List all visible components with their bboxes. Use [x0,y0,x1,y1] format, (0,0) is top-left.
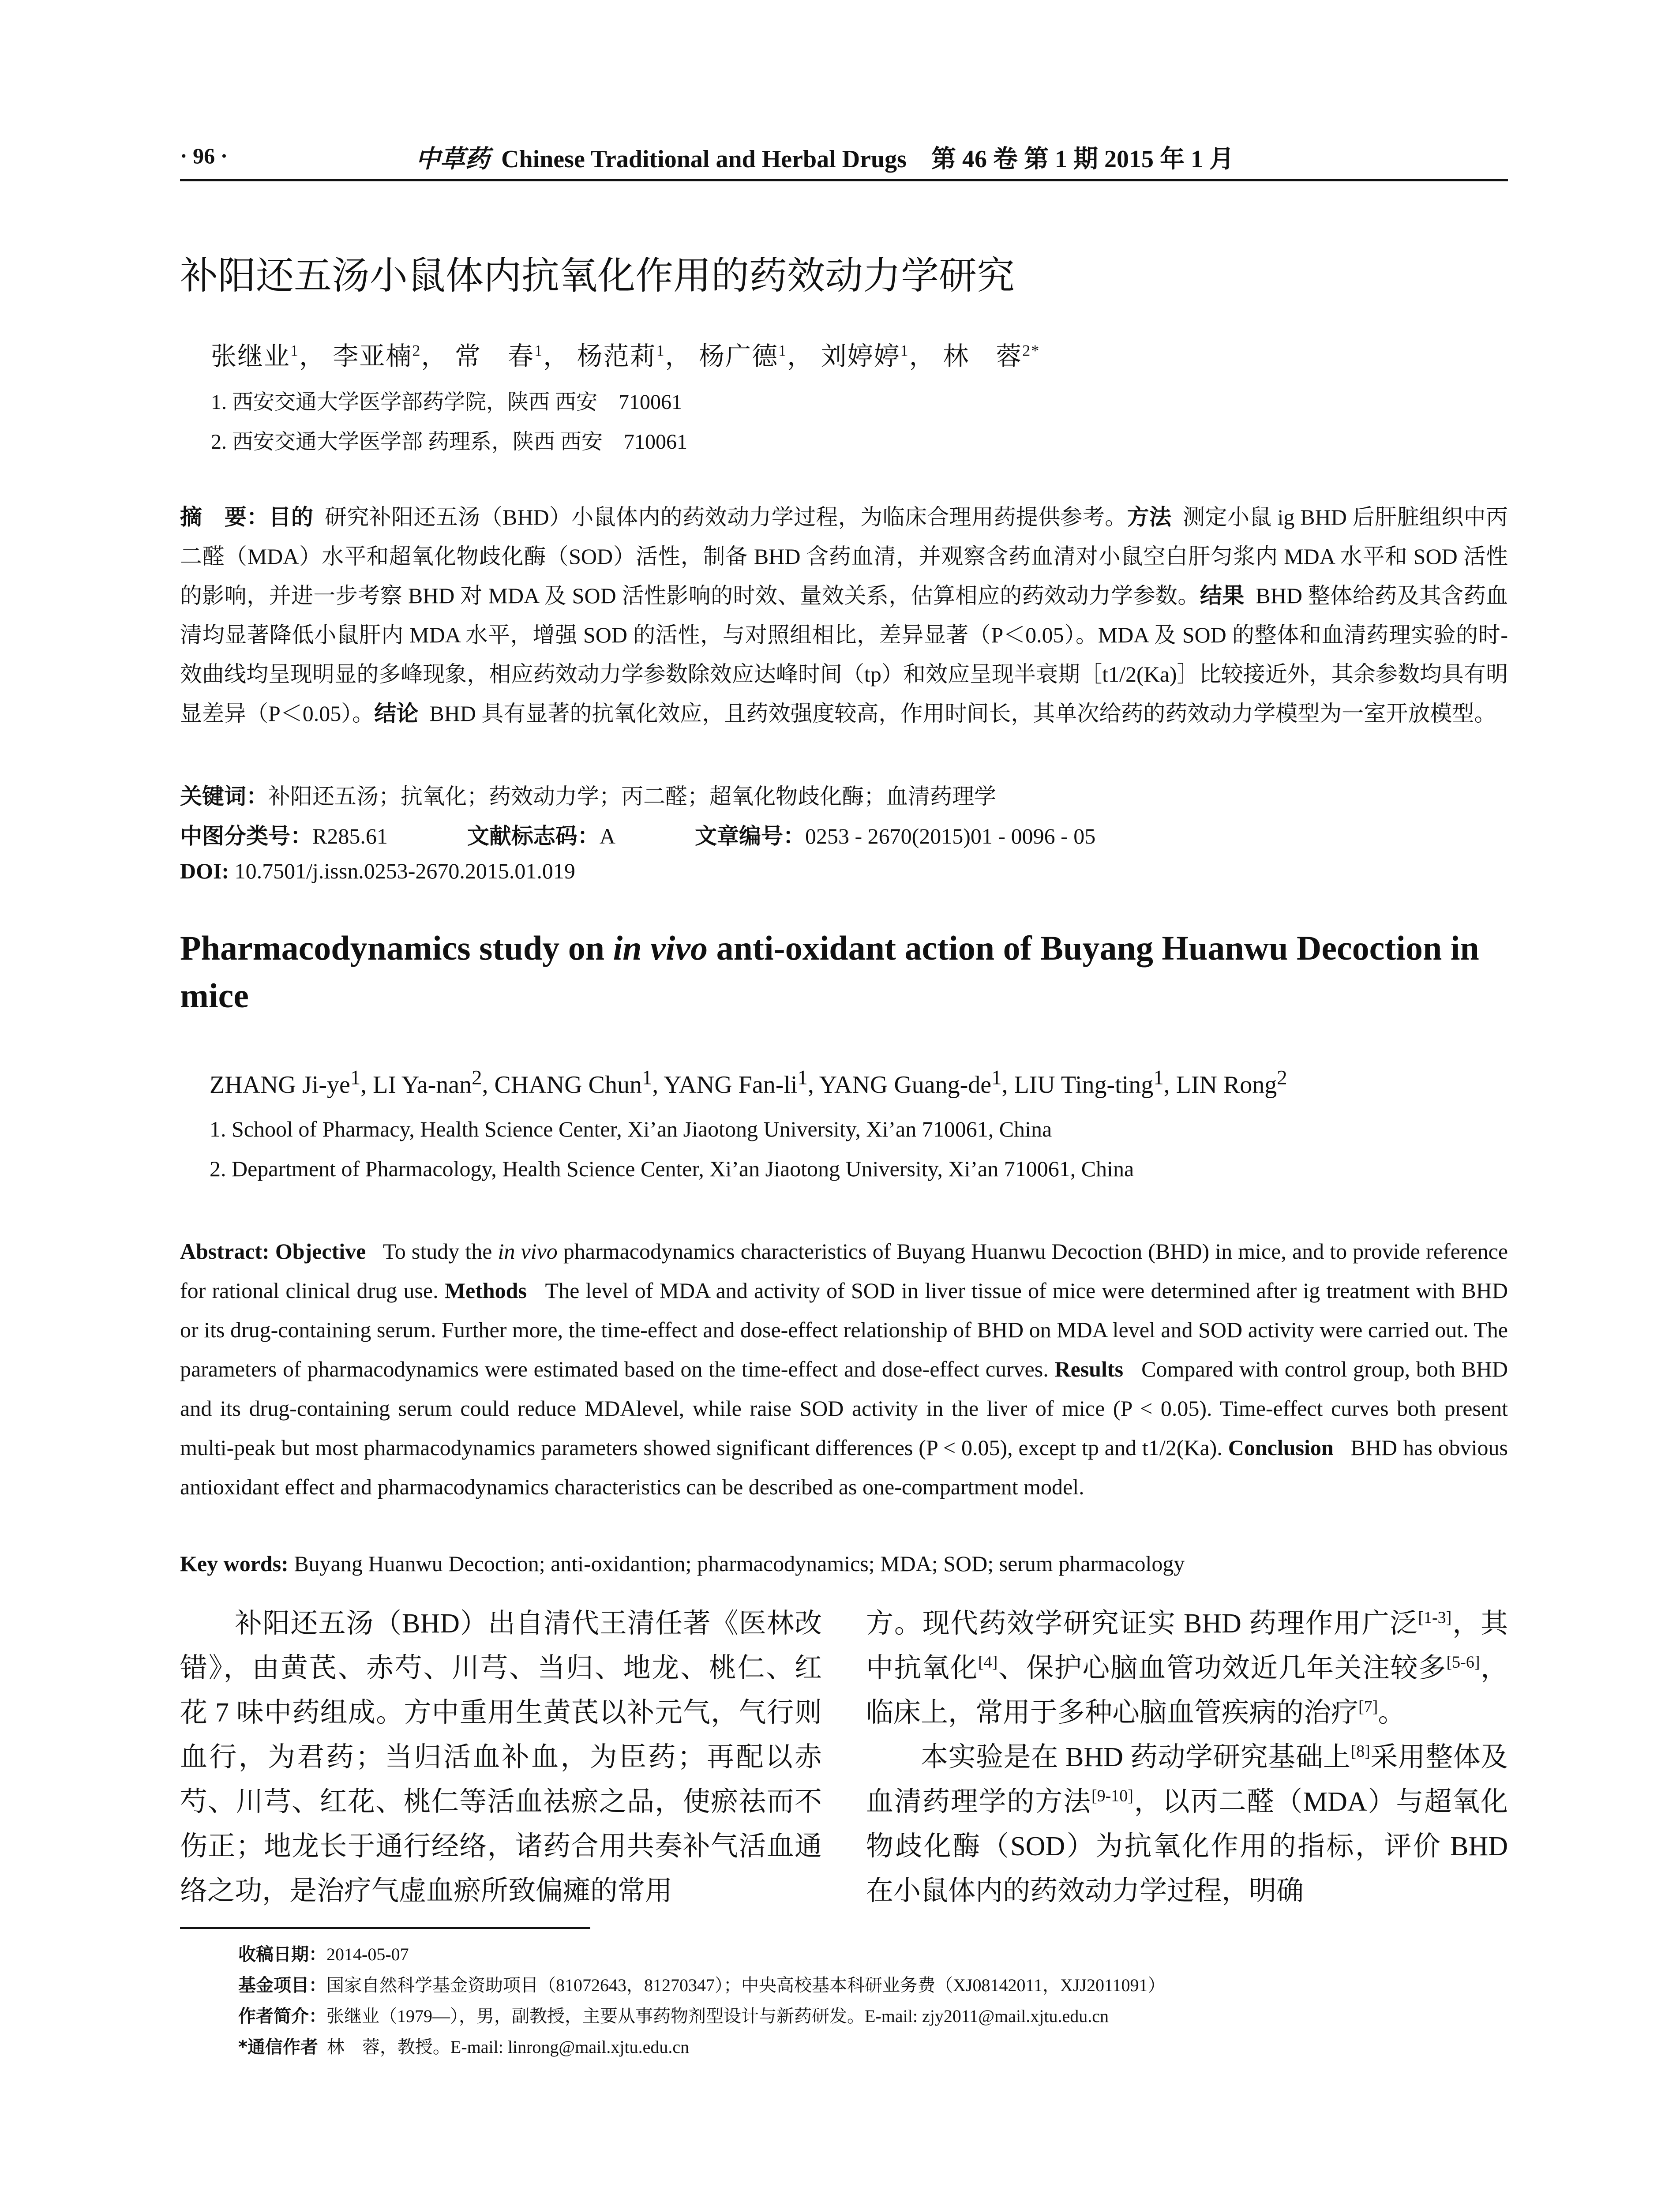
author-cn: 常 春$^1$ [455,341,544,371]
affiliation-cn-1: 1. 西安交通大学医学部药学院，陕西 西安 710061 [211,390,682,414]
abstract-cn: 摘 要：目的 研究补阳还五汤（BHD）小鼠体内的药效动力学过程，为临床合理用药提供参考。方法 测定小鼠 ig BHD 后肝脏组织中丙二醛（MDA）水平和超氧化物歧化酶（SOD）活性，制备 BHD 含药血清，并观察含药血清对小鼠空白肝匀浆内 MDA 水平和 SOD 活性的影响，并进一步考察 BHD 对 MDA 及 SOD 活性影响的时效、量效关系，估算相应的药效动力学参数。结果 BHD 整体给药及其含药血清均显著降低小鼠肝内 MDA 水平，增强 SOD 的活性，与对照组相比，差异显著（P＜0.05）。MDA 及 SOD 的整体和血清药理实验的时-效曲线均呈现明显的多峰现象，相应药效动力学参数除效应达峰时间（tp）和效应呈现半衰期［t1/2(Ka)］比较接近外，其余参数均具有明显差异（P＜0.05）。结论 BHD 具有显著的抗氧化效应，且药效强度较高，作用时间长，其单次给药的药效动力学模型为一室开放模型。 [180,504,1508,726]
running-header [180,137,1508,176]
footnote-author: 作者简介：张继业（1979—），男，副教授，主要从事药物剂型设计与新药研发。E-mail: zjy2011@mail.xjtu.edu.cn [238,2006,1109,2026]
keywords-en: Key words: Buyang Huanwu Decoction; anti-oxidantion; pharmacodynamics; MDA; SOD; serum pharmacology [180,1551,1185,1576]
body-paragraph: 补阳还五汤（BHD）出自清代王清任著《医林改错》，由黄芪、赤芍、川芎、当归、地龙、桃仁、红花 7 味中药组成。方中重用生黄芪以补元气，气行则血行，为君药；当归活血补血，为臣药；再配以赤芍、川芎、红花、桃仁等活血祛瘀之品，使瘀祛而不伤正；地龙长于通行经络，诸药合用共奏补气活血通络之功，是治疗气虚血瘀所致偏瘫的常用 [180,1609,822,1906]
authors-en: ZHANG $Ji-ye^1$, LI Ya-nan$^2$, CHANG Chun$^1$, YANG Fan-$li^1$, YANG Guang-$de^1$, LIU Ting-ting$^1$, LIN Rong$^2$ [210,1066,1287,1099]
title-en: Pharmacodynamics study on in vivo anti-oxidant action of Buyang Huanwu Decoction in mice [180,929,1479,1015]
results-label-cn: 结果 [1200,583,1245,608]
classification-line: 中图分类号：R285.61 文献标志码：A 文章编号：0253 - 2670(2015)01 - 0096 - 05 [180,823,1096,849]
author-en: LIN Rong$^2$ [1176,1066,1287,1099]
abstract-en: Abstract: Objective To study the in vivo pharmacodynamics characteristics of Buyang Huanwu Decoction (BHD) in mice, and to provide reference for rational clinical drug use. Methods The level of MDA and activity of SOD in liver tissue of mice were determined after ig treatment with BHD or its drug-containing serum. Further more, the time-effect and dose-effect relationship of BHD on MDA level and SOD activity were carried out. The parameters of pharmacodynamics were estimated based on the time-effect and dose-effect curves. Results Compared with control group, both BHD and its drug-containing serum could reduce MDAlevel, while raise SOD activity in the liver of mice (P < 0.05). Time-effect curves both present multi-peak but most pharmacodynamics parameters showed significant differences (P < 0.05), except tp and t1/2(Ka). Conclusion BHD has obvious antioxidant effect and pharmacodynamics characteristics can be described as one-compartment model. [180,1239,1508,1499]
footnote-rule [180,1927,590,1929]
footnote-received: 收稿日期：2014-05-07 [238,1944,409,1965]
author-en: YANG Guang-$de^1$ [819,1066,1002,1099]
authors-cn: 张继业$^1$， 李亚楠$^2$， 常 春$^1$， 杨范莉$^1$， 杨广德$^1$， 刘婷婷$^1$， 林 蓉$^{2*}$ [211,341,1040,371]
author-en: LI Ya-nan$^2$ [373,1066,482,1099]
affiliation-en-1: 1. School of Pharmacy, Health Science Center, Xi’an Jiaotong University, Xi’an 710061, China [210,1117,1052,1141]
page-number: · 96 · [180,143,228,168]
author-cn: 张继业$^1$ [211,341,300,371]
author-cn: 李亚楠$^2$ [333,341,421,371]
journal-name-cn: 中草药 [416,146,490,173]
author-en: CHANG Chun$^1$ [494,1066,652,1099]
abstract-cn-label: 摘 要： [180,504,269,530]
footnote-corresponding: *通信作者 林 蓉，教授。E-mail: linrong@mail.xjtu.edu.cn [238,2037,690,2057]
footnote-funding: 基金项目：国家自然科学基金资助项目（81072643，81270347）；中央高校基本科研业务费（XJ08142011，XJJ2011091） [238,1975,1166,1996]
doi-line: DOI: 10.7501/j.issn.0253-2670.2015.01.019 [180,859,575,883]
conclusion-label-cn: 结论 [374,701,419,726]
author-en: YANG Fan-$li^1$ [664,1066,808,1099]
abstract-en-label: Abstract: [180,1239,270,1264]
body-paragraph: 方。现代药效学研究证实 BHD 药理作用广泛[1-3]，其中抗氧化[4]、保护心脑血管功效近几年关注较多[5-6]，临床上，常用于多种心脑血管疾病的治疗[7]。 [866,1608,1508,1728]
journal-issue: Chinese Traditional and Herbal Drugs 第 46 卷 第 1 期 2015 年 1 月 [501,146,1234,173]
header-rule [180,179,1508,181]
methods-label-cn: 方法 [1127,504,1172,530]
objective-label-cn: 目的 [269,504,314,530]
journal-title [416,139,1234,175]
body-column-right [866,1602,1508,1913]
author-cn: 杨范莉$^1$ [577,341,665,371]
keywords-cn: 关键词：补阳还五汤；抗氧化；药效动力学；丙二醛；超氧化物歧化酶；血清药理学 [180,784,996,809]
affiliation-cn-2: 2. 西安交通大学医学部 药理系，陕西 西安 710061 [211,430,688,454]
author-en: LIU Ting-ting$^1$ [1014,1066,1164,1099]
author-cn: 杨广德$^1$ [699,341,788,371]
author-en: ZHANG $Ji-ye^1$ [210,1066,361,1099]
affiliation-en-2: 2. Department of Pharmacology, Health Science Center, Xi’an Jiaotong University, Xi’an 710061, China [210,1156,1134,1181]
author-cn: 林 蓉$^{2*}$ [943,341,1040,371]
author-cn: 刘婷婷$^1$ [821,341,909,371]
body-paragraph: 本实验是在 BHD 药动学研究基础上[8]采用整体及血清药理学的方法[9-10]，以丙二醛（MDA）与超氧化物歧化酶（SOD）为抗氧化作用的指标，评价 BHD 在小鼠体内的药效动力学过程，明确 [866,1742,1508,1906]
title-cn: 补阳还五汤小鼠体内抗氧化作用的药效动力学研究 [180,254,1015,298]
body-column-left [180,1602,822,1913]
